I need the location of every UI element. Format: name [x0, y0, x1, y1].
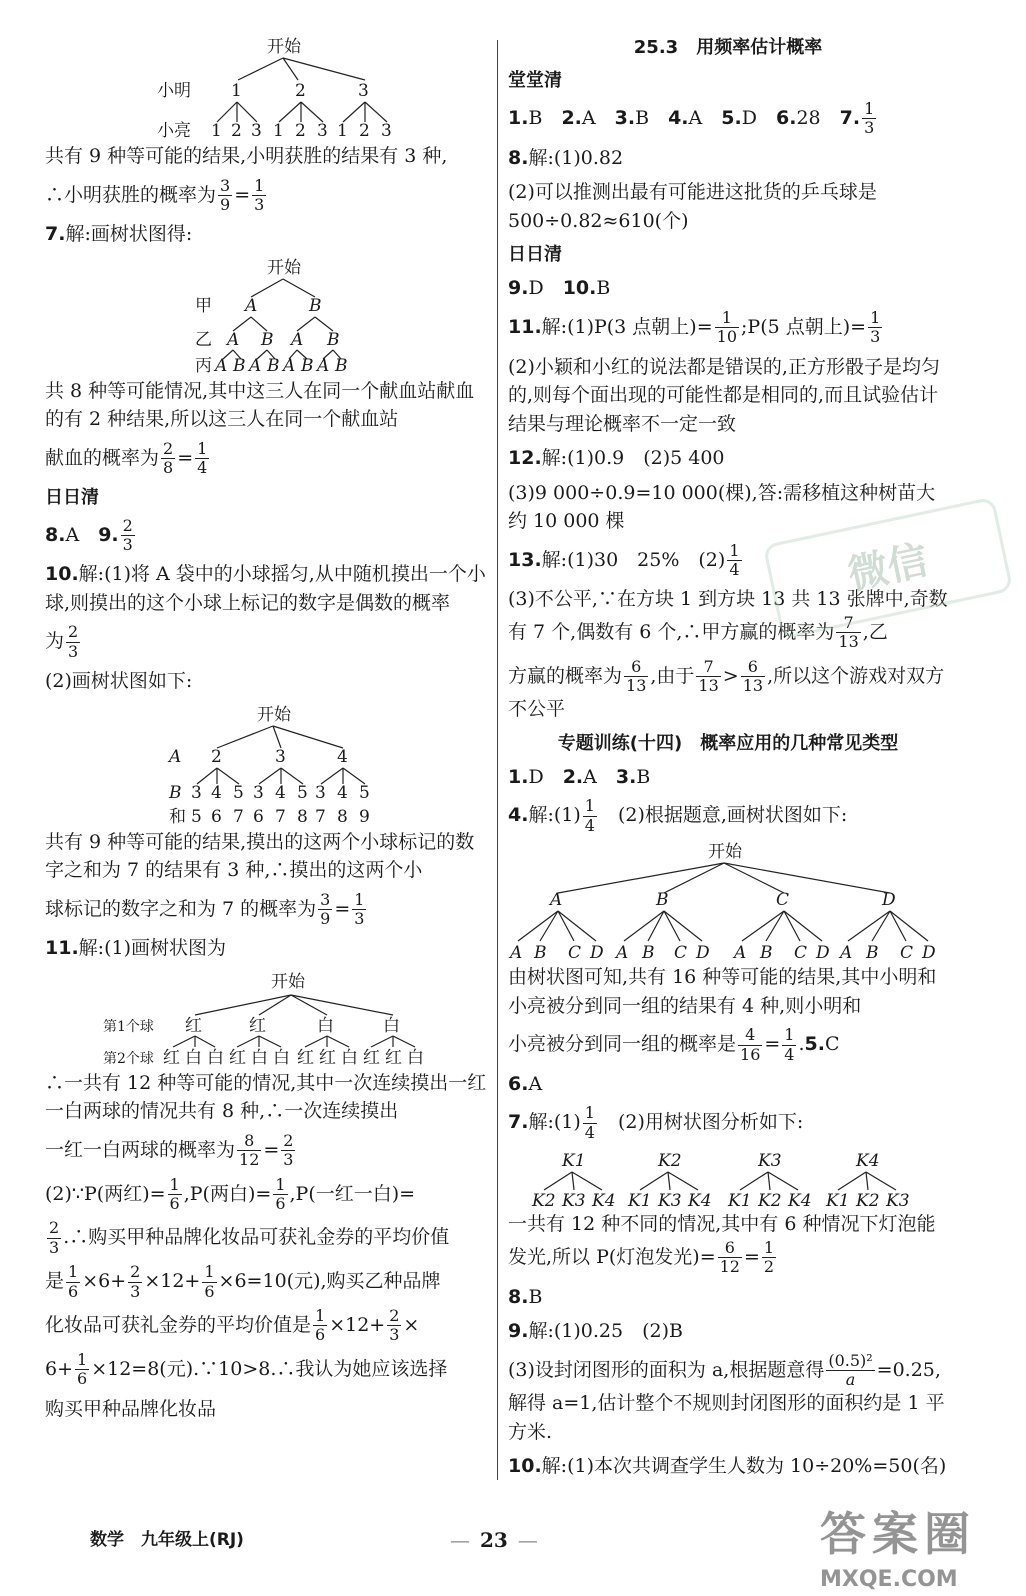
answer-text: (2)画树状图如下:: [45, 670, 193, 693]
section-heading: 日日清: [45, 486, 99, 508]
answer-text: 献血的概率为 $\frac{2}{8}$ = $\frac{1}{4}$: [45, 438, 208, 478]
tree-node: C: [776, 890, 790, 911]
answers-8-9: 8.A 9. $\frac{2}{3}$: [45, 515, 133, 554]
tree-node: 3: [381, 121, 392, 141]
question-10b: 10.解:(1)本次共调查学生人数为 10÷20%=50(名): [508, 1455, 947, 1478]
question-7b: 7.解:(1) $\frac{1}{4}$ (2)用树状图分析如下:: [508, 1103, 804, 1142]
tree-node: C: [900, 943, 914, 964]
tree-node: K3: [886, 1191, 910, 1211]
tree-sum: 9: [359, 806, 370, 827]
tree-node: A: [283, 355, 296, 376]
tree-node: A: [550, 890, 563, 911]
fraction: $\frac{1}{4}$: [197, 438, 208, 478]
answer-text: ∴一共有 12 种等可能的情况,其中一次连续摸出一红一白两球的情况共有 8 种,∴一次连续摸出: [45, 1071, 487, 1123]
tree-root: 开始: [708, 842, 742, 863]
tree-node: K2: [758, 1191, 782, 1211]
tree-root: 开始: [257, 704, 291, 725]
tree-node: 3: [315, 782, 326, 803]
tree-node: D: [816, 943, 830, 964]
tree-label: A: [169, 746, 182, 767]
tree-node: 红: [163, 1047, 180, 1068]
tree-node: B: [866, 943, 879, 964]
tree-node: B: [301, 355, 314, 376]
tree-node: 3: [191, 782, 202, 803]
tree-node: 红: [229, 1047, 246, 1068]
tree-node: 4: [275, 782, 286, 803]
question-8: 8.解:(1)0.82: [508, 146, 624, 169]
tree-diagram-4: [45, 969, 485, 1069]
right-column: [508, 30, 948, 1487]
answers-9-10: 9.D 10.B: [508, 277, 611, 300]
answer-text: (2)可以推测出最有可能进这批货的乒乓球是 500÷0.82≈610(个): [508, 181, 877, 232]
tree-node: B: [261, 329, 274, 350]
answer-text: (3)设封闭图形的面积为 a,根据题意得 $\frac{\text{(0.5)²}}{a}$ =0.25,解得 a=1,估计整个不规则封闭图形的面积约是 1 平方米.: [508, 1350, 945, 1443]
tree-node: 5: [297, 782, 308, 803]
answer-text: 为 $\frac{2}{3}$: [45, 622, 79, 661]
tree-node: D: [882, 890, 896, 911]
tree-node: K1: [628, 1191, 652, 1211]
tree-node: A: [291, 329, 304, 350]
fraction: $\frac{2}{3}$: [130, 1262, 141, 1301]
fraction: $\frac{1}{3}$: [354, 889, 365, 929]
fraction: $\frac{1}{10}$: [716, 307, 738, 347]
tree-node: 红: [385, 1047, 402, 1068]
answer-6: 6.A: [508, 1072, 543, 1095]
tree-node: 4: [337, 782, 348, 803]
tree-label: 第2个球: [103, 1050, 154, 1067]
tree-node: A: [510, 943, 523, 964]
answer-text: 购买甲种品牌化妆品: [45, 1397, 217, 1420]
tree-root: 开始: [267, 37, 301, 57]
tree-node: A: [249, 355, 262, 376]
tree-node: 2: [295, 81, 306, 101]
fraction: $\frac{1}{6}$: [169, 1174, 180, 1214]
fraction: $\frac{2}{3}$: [68, 622, 79, 661]
question-4: 4.解:(1) $\frac{1}{4}$ (2)根据题意,画树状图如下:: [508, 796, 848, 835]
section-title: 专题训练(十四) 概率应用的几种常见类型: [557, 732, 899, 754]
tree-label: 和: [169, 806, 186, 827]
tree-node: K2: [532, 1191, 556, 1211]
tree-sum: 5: [191, 806, 202, 827]
tree-node: A: [227, 329, 240, 350]
tree-node: 1: [211, 121, 222, 141]
answer-text: 是 $\frac{1}{6}$ ×6+ $\frac{2}{3}$ ×12+ $\frac{1}{6}$ ×6=10(元),购买乙种品牌: [45, 1262, 441, 1301]
tree-node: B: [534, 943, 547, 964]
question-11: 11.解:(1)画树状图为: [45, 937, 226, 960]
tree-node: D: [922, 943, 936, 964]
watermark-logo: 答案圈 MXQE.COM: [820, 1507, 976, 1592]
tree-node: K4: [856, 1151, 880, 1172]
answer-text: (2)∵P(两红)= $\frac{1}{6}$ ,P(两白)= $\frac{1}{6}$ ,P(一红一白)=: [45, 1174, 416, 1214]
tree-node: C: [794, 943, 808, 964]
answer-text: 一共有 12 种不同的情况,其中有 6 种情况下灯泡能发光,所以 P(灯泡发光)= $\frac{6}{12}$ = $\frac{1}{2}$: [508, 1213, 936, 1277]
tree-node: 3: [358, 81, 369, 101]
fraction: $\frac{1}{4}$: [584, 1103, 595, 1142]
answer-text: 由树状图可知,共有 16 种等可能的结果,其中小明和小亮被分到同一组的结果有 4 种,则小明和: [508, 966, 937, 1017]
tree-node: 白: [317, 1015, 334, 1036]
answers-1-3: 1.D 2.A 3.B: [508, 765, 651, 788]
tree-node: 红: [319, 1047, 336, 1068]
fraction: $\frac{2}{3}$: [49, 1218, 60, 1257]
tree-sum: 7: [233, 806, 244, 827]
tree-node: B: [233, 355, 246, 376]
tree-node: 红: [297, 1047, 314, 1068]
tree-node: 1: [231, 81, 242, 101]
fraction: $\frac{4}{16}$: [740, 1025, 761, 1064]
fraction: $\frac{1}{3}$: [864, 99, 875, 138]
tree-label: 第1个球: [103, 1018, 154, 1035]
section-heading: 日日清: [508, 244, 562, 266]
tree-node: K1: [562, 1151, 586, 1172]
answer-text: 方赢的概率为 $\frac{6}{13}$ ,由于 $\frac{7}{13}$ > $\frac{6}{13}$ ,所以这个游戏对双方不公平: [508, 656, 945, 721]
tree-node: B: [327, 329, 340, 350]
page-number: — 23 —: [450, 1528, 538, 1552]
fraction: $\frac{1}{6}$: [68, 1262, 79, 1301]
tree-node: 白: [341, 1047, 358, 1068]
left-column: [45, 30, 490, 1429]
tree-node: B: [267, 355, 280, 376]
tree-node: A: [616, 943, 629, 964]
tree-sum: 6: [253, 806, 264, 827]
fraction: $\frac{1}{6}$: [275, 1174, 286, 1214]
fraction: $\frac{1}{4}$: [729, 540, 740, 579]
tree-sum: 7: [315, 806, 326, 827]
column-divider: [497, 40, 498, 1480]
tree-node: 1: [273, 121, 284, 141]
answer-text: 6+ $\frac{1}{6}$ ×12=8(元).∵10>8.∴我认为她应该选择: [45, 1349, 448, 1389]
tree-node: K4: [592, 1191, 616, 1211]
fraction: $\frac{2}{3}$: [122, 515, 133, 554]
tree-node: 白: [251, 1047, 268, 1068]
section-title: 25.3 用频率估计概率: [633, 37, 823, 58]
tree-node: 2: [359, 121, 370, 141]
tree-node: D: [696, 943, 710, 964]
answer-text: (3)9 000÷0.9=10 000(棵),答:需移植这种树苗大约 10 000 棵: [508, 481, 936, 533]
fraction: $\frac{7}{13}$: [698, 656, 719, 696]
tree-node: K2: [856, 1191, 880, 1211]
answer-8: 8.B: [508, 1285, 543, 1308]
answer-text: 一红一白两球的概率为 $\frac{8}{12}$ = $\frac{2}{3}$: [45, 1130, 294, 1170]
answer-text: $\frac{2}{3}$ .∴购买甲种品牌化妆品可获礼金券的平均价值: [49, 1218, 450, 1257]
tree-node: 3: [275, 746, 286, 767]
tree-node: 红: [185, 1015, 202, 1036]
fraction: $\frac{1}{4}$: [784, 1025, 795, 1064]
tree-node: K3: [562, 1191, 586, 1211]
tree-node: B: [309, 295, 322, 316]
fraction: $\frac{3}{9}$: [320, 889, 331, 929]
tree-node: 2: [231, 121, 242, 141]
watermark-stamp: 微信: [763, 497, 1014, 640]
tree-diagram-6: [508, 1148, 948, 1210]
tree-node: C: [568, 943, 582, 964]
tree-diagram-2: [45, 255, 485, 377]
answer-text: 共 8 种等可能情况,其中这三人在同一个献血站献血的有 2 种结果,所以这三人在同一个献血站: [45, 379, 475, 431]
tree-node: 白: [407, 1047, 424, 1068]
tree-node: 3: [251, 121, 262, 141]
tree-node: 2: [295, 121, 306, 141]
fraction: $\frac{1}{4}$: [584, 796, 595, 835]
fraction: $\frac{6}{12}$: [719, 1237, 740, 1277]
fraction: $\frac{2}{3}$: [283, 1130, 294, 1170]
tree-node: K1: [826, 1191, 850, 1211]
tree-node: 红: [363, 1047, 380, 1068]
fraction: $\frac{3}{9}$: [220, 175, 231, 214]
tree-node: 1: [337, 121, 348, 141]
answer-text: 球标记的数字之和为 7 的概率为 $\frac{3}{9}$ = $\frac{1}{3}$: [45, 889, 365, 929]
tree-node: 白: [273, 1047, 290, 1068]
tree-sum: 7: [275, 806, 286, 827]
fraction: $\frac{6}{13}$: [742, 656, 764, 696]
tree-label: 小亮: [157, 121, 191, 141]
question-13: 13.解:(1)30 25% (2) $\frac{1}{4}$: [508, 540, 740, 579]
question-11: 11.解:(1)P(3 点朝上)= $\frac{1}{10}$ ;P(5 点朝上)= $\frac{1}{3}$: [508, 307, 881, 347]
footer-subject: 数学 九年级上(RJ): [90, 1530, 244, 1550]
tree-node: 5: [233, 782, 244, 803]
fraction: $\frac{\text{(0.5)²}}{a}$: [828, 1350, 873, 1389]
tree-node: K3: [758, 1151, 782, 1172]
tree-node: K2: [658, 1151, 682, 1172]
tree-root: 开始: [267, 257, 301, 278]
answer-text: 共有 9 种等可能的结果,小明获胜的结果有 3 种,: [45, 145, 448, 167]
fraction: $\frac{1}{3}$: [870, 307, 881, 347]
tree-node: 白: [185, 1047, 202, 1068]
tree-label: B: [169, 782, 182, 803]
fraction: $\frac{1}{6}$: [77, 1349, 88, 1389]
answer-text: 化妆品可获礼金券的平均价值是 $\frac{1}{6}$ ×12+ $\frac{2}{3}$ ×: [45, 1306, 420, 1345]
tree-node: 5: [359, 782, 370, 803]
tree-diagram-5: [508, 841, 948, 963]
fraction: $\frac{7}{13}$: [838, 612, 859, 652]
tree-node: 3: [317, 121, 328, 141]
answer-text: (3)不公平,∵在方块 1 到方块 13 共 13 张牌中,奇数有 7 个,偶数有 6 个,∴甲方赢的概率为 $\frac{7}{13}$ ,乙: [508, 588, 948, 652]
tree-node: 白: [207, 1047, 224, 1068]
tree-node: A: [245, 295, 258, 316]
tree-node: B: [760, 943, 773, 964]
tree-diagram-1: [45, 30, 485, 142]
question-7: 7.解:画树状图得:: [45, 223, 193, 246]
tree-node: 4: [337, 746, 348, 767]
fraction: $\frac{2}{8}$: [163, 438, 174, 478]
question-12: 12.解:(1)0.9 (2)5 400: [508, 447, 725, 470]
tree-node: B: [642, 943, 655, 964]
answer-text: ∴小明获胜的概率为 $\frac{3}{9}$ = $\frac{1}{3}$: [45, 175, 265, 214]
answer-text: (2)小颖和小红的说法都是错误的,正方形骰子是均匀的,则每个面出现的可能性都是相同的,而且试验估计结果与理论概率不一定一致: [508, 355, 940, 435]
fraction: $\frac{6}{13}$: [626, 656, 647, 696]
tree-sum: 6: [211, 806, 222, 827]
answers-1-7: 1.B 2.A 3.B 4.A 5.D 6.28 7. $\frac{1}{3}$: [508, 99, 875, 138]
tree-root: 开始: [271, 971, 305, 992]
fraction: $\frac{1}{6}$: [315, 1306, 326, 1345]
tree-node: A: [840, 943, 853, 964]
tree-label: 乙: [195, 329, 212, 350]
tree-diagram-3: [45, 702, 485, 828]
tree-label: 丙: [195, 355, 212, 376]
section-heading: 堂堂清: [508, 70, 562, 91]
tree-node: 2: [211, 746, 222, 767]
question-9: 9.解:(1)0.25 (2)B: [508, 1320, 683, 1343]
fraction: $\frac{1}{2}$: [763, 1237, 775, 1277]
tree-node: B: [656, 890, 669, 911]
tree-label: 小明: [157, 81, 191, 101]
answer-text: 共有 9 种等可能的结果,摸出的这两个小球标记的数字之和为 7 的结果有 3 种,∴摸出的这两个小: [45, 830, 475, 882]
tree-sum: 8: [337, 806, 348, 827]
answer-text: 小亮被分到同一组的概率是 $\frac{4}{16}$ = $\frac{1}{4}$ .5.C: [508, 1025, 840, 1064]
fraction: $\frac{8}{12}$: [239, 1130, 260, 1170]
tree-sum: 8: [297, 806, 308, 827]
tree-node: A: [734, 943, 747, 964]
tree-label: 甲: [195, 295, 212, 316]
tree-node: K4: [688, 1191, 712, 1211]
tree-node: D: [590, 943, 604, 964]
tree-node: K4: [788, 1191, 812, 1211]
fraction: $\frac{2}{3}$: [389, 1306, 400, 1345]
tree-node: A: [215, 355, 228, 376]
fraction: $\frac{1}{3}$: [254, 175, 265, 214]
tree-node: K3: [658, 1191, 682, 1211]
tree-node: C: [674, 943, 688, 964]
tree-node: 红: [249, 1015, 266, 1036]
tree-node: 3: [253, 782, 264, 803]
tree-node: B: [335, 355, 348, 376]
question-10: 10.解:(1)将 A 袋中的小球摇匀,从中随机摸出一个小球,则摸出的这个小球上标记的数字是偶数的概率: [45, 563, 486, 614]
tree-node: 白: [383, 1015, 400, 1036]
tree-node: 4: [211, 782, 222, 803]
fraction: $\frac{1}{6}$: [204, 1262, 215, 1301]
tree-node: A: [317, 355, 330, 376]
tree-node: K1: [728, 1191, 752, 1211]
